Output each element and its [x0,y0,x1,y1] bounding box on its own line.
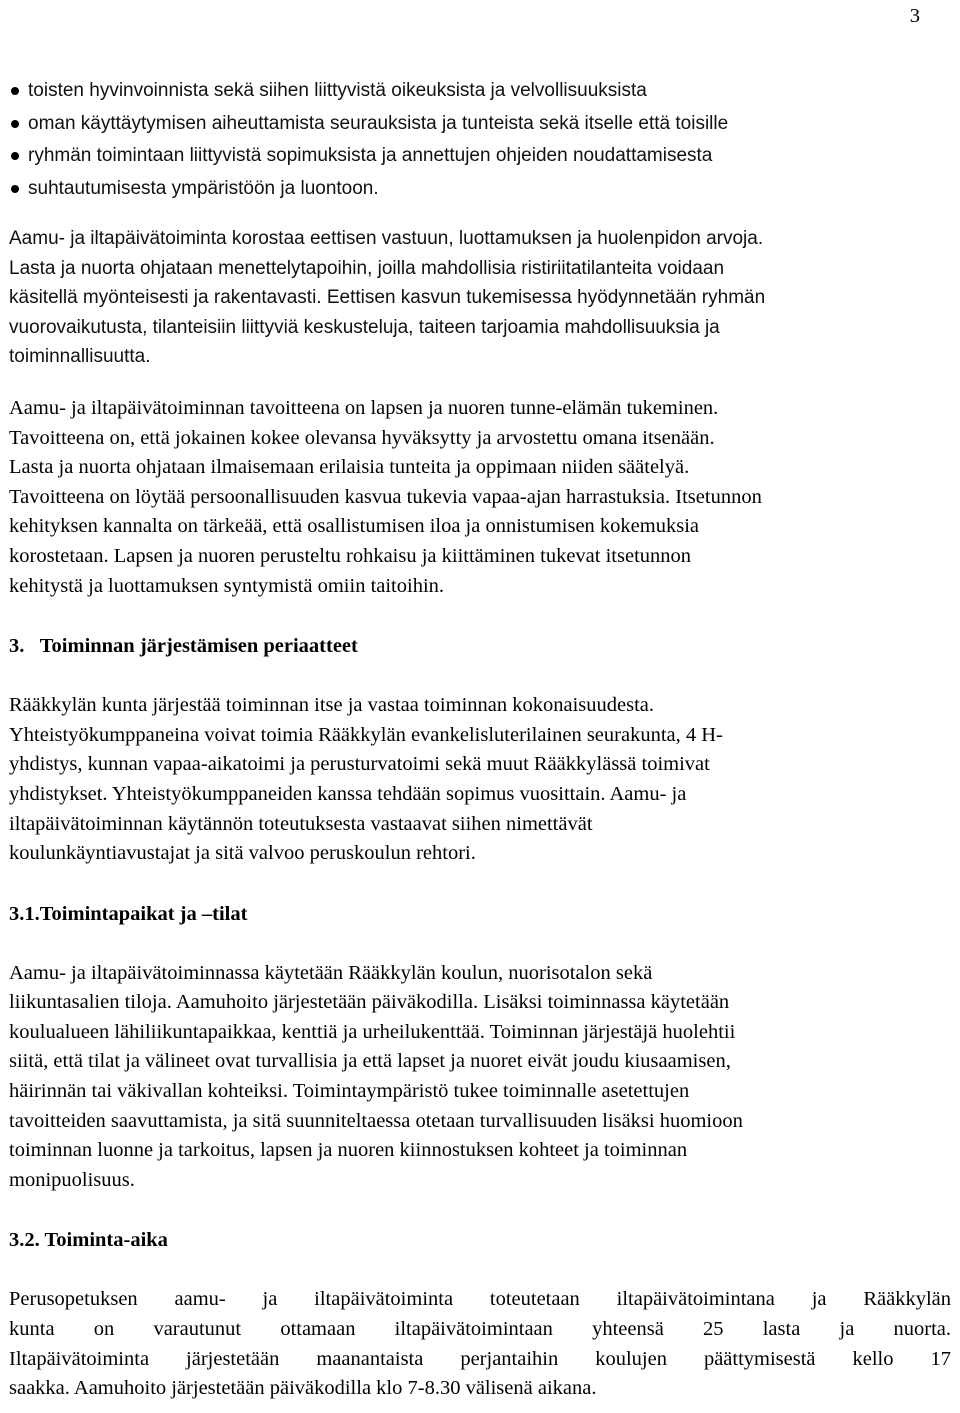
text-line: Tavoitteena on löytää persoonallisuuden kasvua tukevia vapaa-ajan harrastuksia. Itsetunnon [9,485,762,508]
places-paragraph [9,959,951,1196]
text-line: iltapäivätoiminnan käytännön toteutuksesta vastaavat siihen nimettävät [9,812,593,835]
text-line: Lasta ja nuorta ohjataan menettelytapoihin, joilla mahdollisia ristiriitatilanteita voidaan [9,257,725,279]
text-line: Lasta ja nuorta ohjataan ilmaisemaan erilaisia tunteita ja oppimaan niiden säätelyä. [9,456,690,479]
emotion-paragraph [9,394,951,601]
text-line: saakka. Aamuhoito järjestetään päiväkodilla klo 7-8.30 välisenä aikana. [9,1377,597,1400]
text-line: kehitystä ja luottamuksen syntymistä omiin taitoihin. [9,574,445,597]
section-heading-3-2: 3.2. Toiminta-aika [9,1229,168,1252]
list-item: toisten hyvinvoinnista sekä siihen liittyvistä oikeuksista ja velvollisuuksista [9,75,951,108]
text-line: Iltapäivätoiminta järjestetään maanantaista perjantaihin koulujen päättymisestä kello 17 [9,1347,951,1370]
text-line: käsitellä myönteisesti ja rakentavasti. Eettisen kasvun tukemisessa hyödynnetään ryhmän [9,287,766,309]
text-line: Rääkkylän kunta järjestää toiminnan itse ja vastaa toiminnan kokonaisuudesta. [9,694,655,717]
text-line: Yhteistyökumppaneina voivat toimia Rääkkylän evankelisluterilainen seurakunta, 4 H- [9,723,723,746]
text-line: monipuolisuus. [9,1168,135,1191]
text-line: Aamu- ja iltapäivätoiminnan tavoitteena on lapsen ja nuoren tunne-elämän tukeminen. [9,396,719,419]
ethics-paragraph [9,224,951,372]
bullet-icon [11,152,19,160]
text-line: koulualueen lähiliikuntapaikkaa, kenttiä ja urheilukenttää. Toiminnan järjestäjä huolehtii [9,1020,736,1043]
organizing-paragraph [9,691,951,869]
text-line: Aamu- ja iltapäivätoiminta korostaa eettisen vastuun, luottamuksen ja huolenpidon arvoja. [9,228,764,249]
text-line: toiminnan luonne ja tarkoitus, lapsen ja nuoren kiinnostuksen kohteet ja toiminnan [9,1139,688,1162]
text-line: yhdistys, kunnan vapaa-aikatoimi ja perusturvatoimi sekä muut Rääkkylässä toimivat [9,753,710,776]
text-line: koulunkäyntiavustajat ja sitä valvoo peruskoulun rehtori. [9,842,476,865]
text-line: yhdistykset. Yhteistyökumppaneiden kanssa tehdään sopimus vuosittain. Aamu- ja [9,782,687,805]
text-line: kunta on varautunut ottamaan iltapäivätoimintaan yhteensä 25 lasta ja nuorta. [9,1318,951,1341]
bullet-icon [11,185,19,193]
page-number: 3 [909,5,920,27]
text-line: korostetaan. Lapsen ja nuoren perusteltu rohkaisu ja kiittäminen tukevat itsetunnon [9,544,692,567]
text-line: kehityksen kannalta on tärkeää, että osallistumisen iloa ja onnistumisen kokemuksia [9,515,700,538]
section-heading-3: 3. Toiminnan järjestämisen periaatteet [9,635,358,658]
text-line: Tavoitteena on, että jokainen kokee olevansa hyväksytty ja arvostettu omana itsenään. [9,426,715,449]
list-item: oman käyttäytymisen aiheuttamista seurauksista ja tunteista sekä itselle että toisille [9,108,951,141]
time-paragraph [9,1285,951,1403]
section-heading-3-1: 3.1.Toimintapaikat ja –tilat [9,902,248,925]
bullet-list [9,75,951,205]
text-line: Aamu- ja iltapäivätoiminnassa käytetään Rääkkylän koulun, nuorisotalon sekä [9,961,653,984]
list-item: ryhmän toimintaan liittyvistä sopimuksista ja annettujen ohjeiden noudattamisesta [9,140,951,173]
bullet-icon [11,120,19,128]
text-line: Perusopetuksen aamu- ja iltapäivätoiminta toteutetaan iltapäivätoimintana ja Rääkkylän [9,1288,951,1311]
document-body [9,75,951,1404]
list-item: suhtautumisesta ympäristöön ja luontoon. [9,173,951,206]
text-line: liikuntasalien tiloja. Aamuhoito järjestetään päiväkodilla. Lisäksi toiminnassa käytetään [9,991,730,1014]
text-line: toiminnallisuutta. [9,346,151,368]
text-line: siitä, että tilat ja välineet ovat turvallisia ja että lapset ja nuoret eivät joudu kiusaamisen, [9,1050,731,1073]
bullet-icon [11,87,19,95]
text-line: vuorovaikutusta, tilanteisiin liittyviä keskusteluja, taiteen tarjoamia mahdollisuuksia ja [9,316,720,338]
text-line: häirinnän tai väkivallan kohteiksi. Toimintaympäristö tukee toiminnalle asetettujen [9,1080,690,1103]
text-line: tavoitteiden saavuttamista, ja sitä suunniteltaessa otetaan turvallisuuden lisäksi huomioon [9,1109,743,1132]
